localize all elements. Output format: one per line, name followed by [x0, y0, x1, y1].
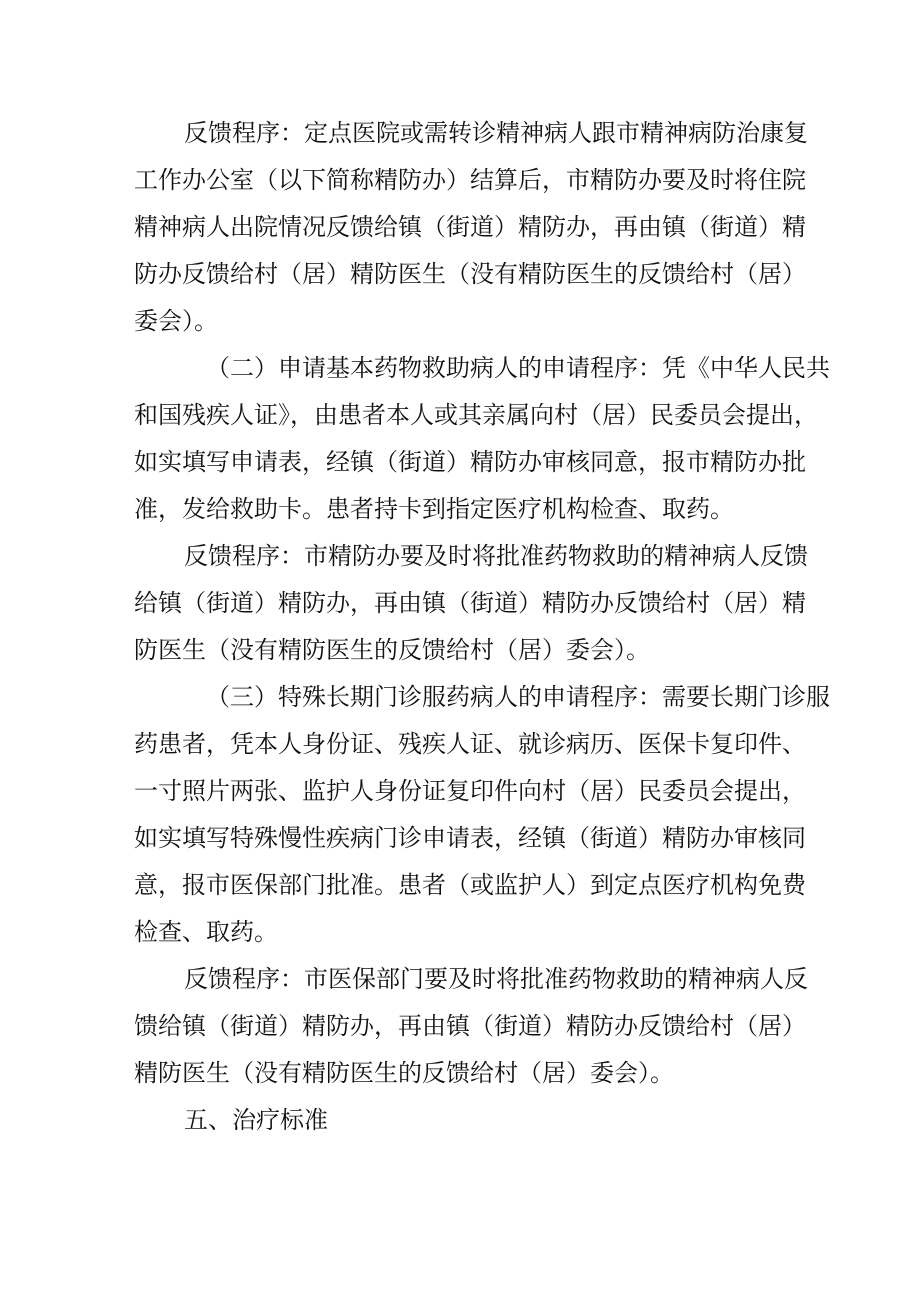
text-line: 给镇（街道）精防办，再由镇（街道）精防办反馈给村（居）精 — [134, 589, 806, 617]
text-line: 如实填写特殊慢性疾病门诊申请表，经镇（街道）精防办审核同 — [134, 824, 806, 852]
text-line: 防医生（没有精防医生的反馈给村（居）委会）。 — [134, 636, 650, 664]
section-5-heading — [134, 1097, 794, 1144]
text-line: 药患者，凭本人身份证、残疾人证、就诊病历、医保卡复印件、 — [134, 730, 806, 758]
text-line: 反馈程序：定点医院或需转诊精神病人跟市精神病防治康复 — [184, 119, 808, 147]
text-line: 意，报市医保部门批准。患者（或监护人）到定点医疗机构免费 — [134, 871, 806, 899]
text-line: 和国残疾人证》，由患者本人或其亲属向村（居）民委员会提出， — [134, 401, 818, 429]
text-line: 委会）。 — [134, 307, 218, 335]
text-line: 防办反馈给村（居）精防医生（没有精防医生的反馈给村（居） — [134, 260, 806, 288]
text-line: 精神病人出院情况反馈给镇（街道）精防办，再由镇（街道）精 — [134, 213, 806, 241]
text-line: 馈给镇（街道）精防办，再由镇（街道）精防办反馈给村（居） — [134, 1012, 806, 1040]
feedback-paragraph-2 — [134, 533, 808, 674]
section-2-paragraph — [134, 345, 830, 533]
text-line: 反馈程序：市医保部门要及时将批准药物救助的精神病人反 — [184, 965, 808, 993]
heading-line: 五、治疗标准 — [184, 1106, 328, 1134]
text-line: （二）申请基本药物救助病人的申请程序：凭《中华人民共 — [206, 354, 830, 382]
section-3-paragraph — [134, 674, 830, 956]
text-line: 精防医生（没有精防医生的反馈给村（居）委会）。 — [134, 1059, 674, 1087]
document-body — [134, 110, 830, 1144]
text-line: （三）特殊长期门诊服药病人的申请程序：需要长期门诊服 — [206, 683, 830, 711]
text-line: 反馈程序：市精防办要及时将批准药物救助的精神病人反馈 — [184, 542, 808, 570]
text-line: 工作办公室（以下简称精防办）结算后，市精防办要及时将住院 — [134, 166, 806, 194]
text-line: 准，发给救助卡。患者持卡到指定医疗机构检查、取药。 — [134, 495, 734, 523]
feedback-paragraph-3 — [134, 956, 808, 1097]
text-line: 一寸照片两张、监护人身份证复印件向村（居）民委员会提出， — [134, 777, 806, 805]
feedback-paragraph-1 — [134, 110, 808, 345]
text-line: 检查、取药。 — [134, 918, 278, 946]
text-line: 如实填写申请表，经镇（街道）精防办审核同意，报市精防办批 — [134, 448, 806, 476]
